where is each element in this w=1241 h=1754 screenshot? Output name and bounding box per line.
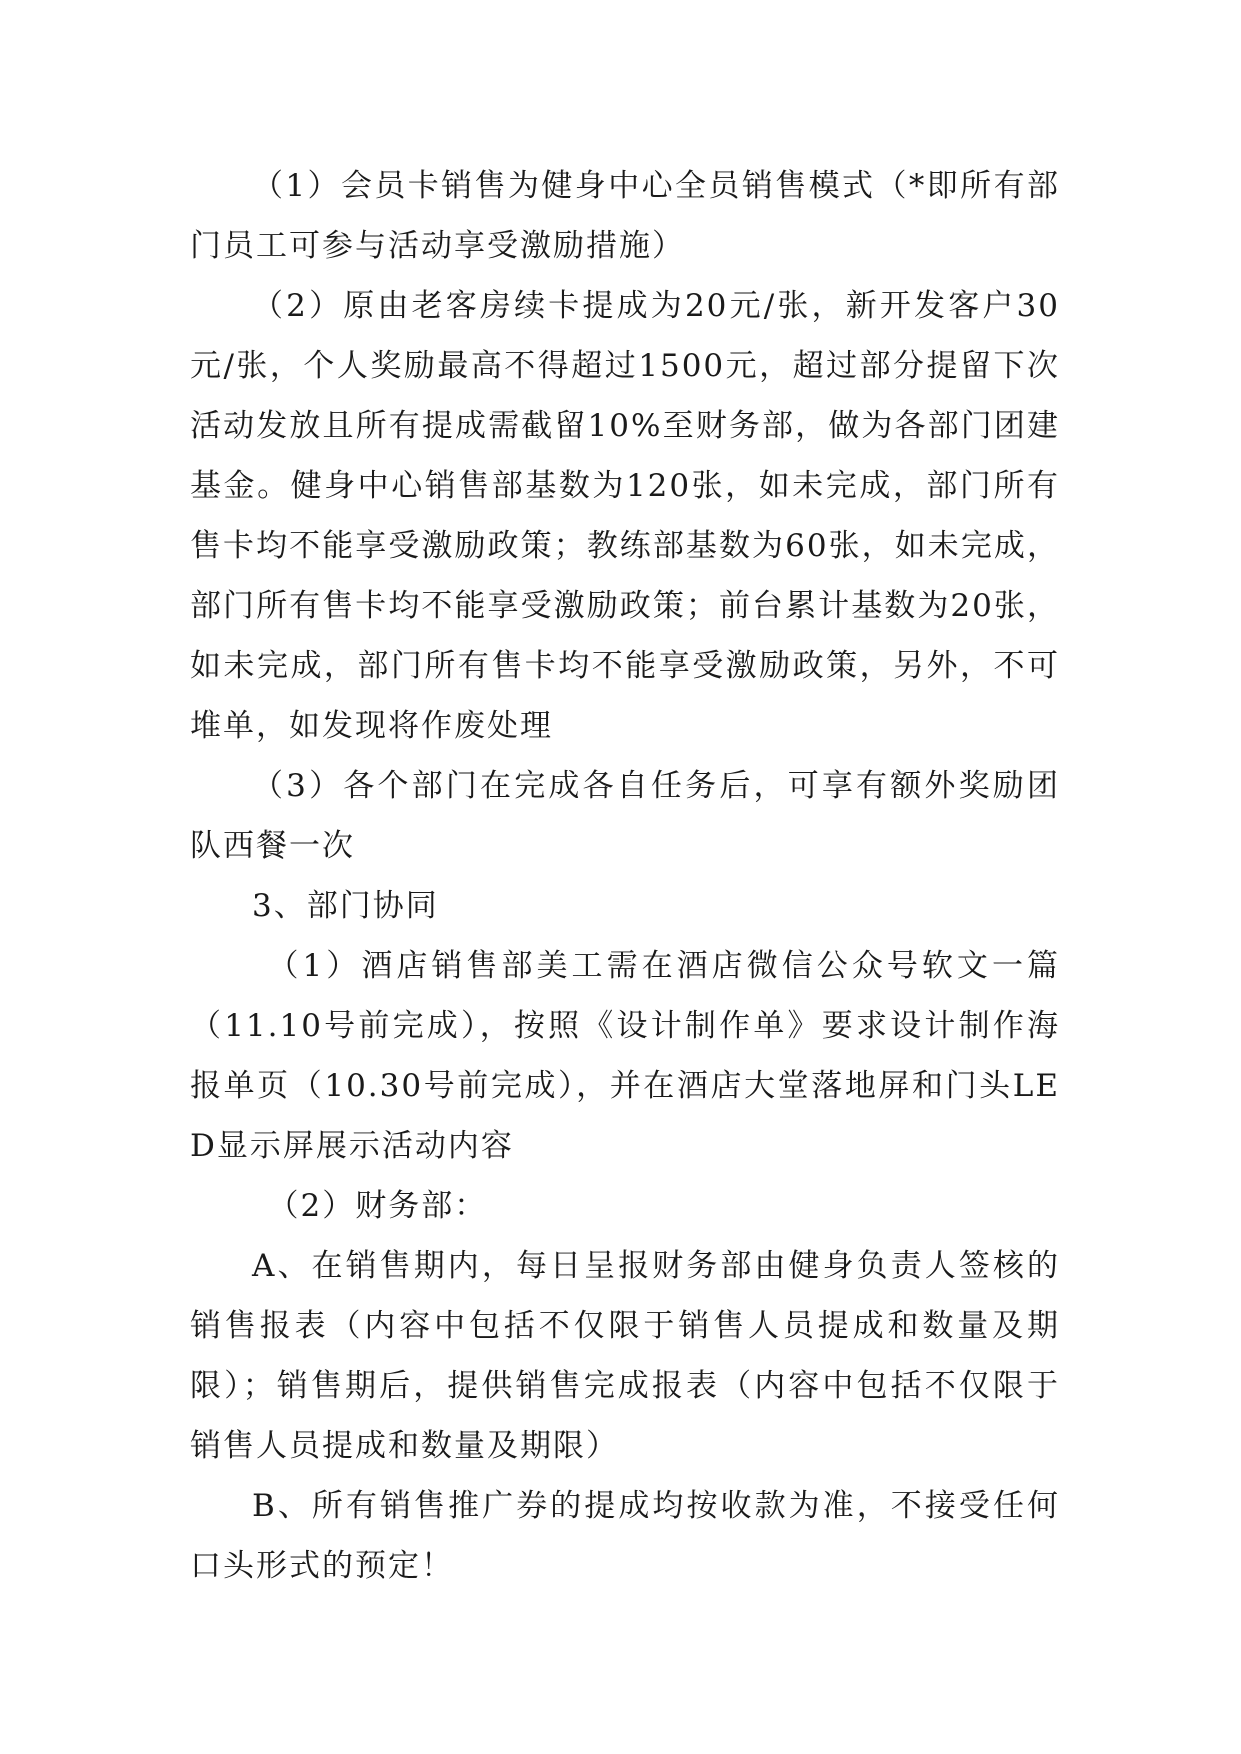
paragraph-team-reward: （3）各个部门在完成各自任务后，可享有额外奖励团队西餐一次 [190, 768, 1060, 864]
document-body [190, 156, 1060, 1596]
paragraph-commission-rules: （2）原由老客房续卡提成为20元/张，新开发客户30元/张，个人奖励最高不得超过1500元，超过部分提留下次活动发放且所有提成需截留10%至财务部，做为各部门团建基金。健身中心销售部基数为120张，如未完成，部门所有售卡均不能享受激励政策；教练部基数为60张，如未完成，部门所有售卡均不能享受激励政策；前台累计基数为20张，如未完成，部门所有售卡均不能享受激励政策，另外，不可堆单，如发现将作废处理 [190, 288, 1060, 744]
paragraph-sales-dept-design: （1）酒店销售部美工需在酒店微信公众号软文一篇（11.10号前完成），按照《设计制作单》要求设计制作海报单页（10.30号前完成），并在酒店大堂落地屏和门头LED显示屏展示活动内容 [190, 948, 1060, 1164]
section-heading-department-coordination: 3、部门协同 [252, 888, 439, 924]
paragraph-finance-dept-heading: （2）财务部： [267, 1188, 488, 1224]
paragraph-membership-sales-mode: （1）会员卡销售为健身中心全员销售模式（*即所有部门员工可参与活动享受激励措施） [190, 168, 1060, 264]
paragraph-finance-report-a: A、在销售期内，每日呈报财务部由健身负责人签核的销售报表（内容中包括不仅限于销售人员提成和数量及期限）；销售期后，提供销售完成报表（内容中包括不仅限于销售人员提成和数量及期限） [190, 1248, 1060, 1464]
paragraph-finance-rule-b: B、所有销售推广券的提成均按收款为准，不接受任何口头形式的预定！ [190, 1488, 1060, 1584]
